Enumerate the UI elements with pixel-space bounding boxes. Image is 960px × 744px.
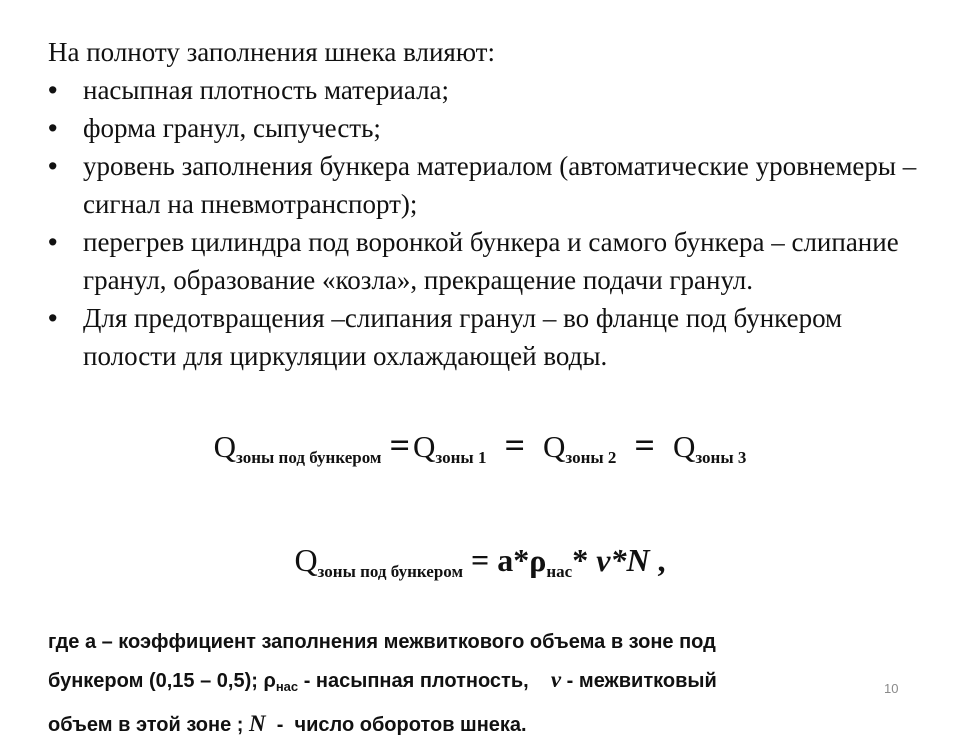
formula-sub-nas: нас: [546, 562, 573, 581]
equation-zones: [0, 424, 960, 468]
formula-v-n: v*N: [596, 542, 650, 578]
bullet-icon: •: [48, 227, 58, 257]
eq-sub-bunker: зоны под бункером: [236, 448, 382, 467]
bullet-icon: •: [48, 113, 58, 143]
legend-rho-sub: нас: [275, 679, 299, 694]
list-item-text: форма гранул, сыпучесть;: [83, 113, 381, 143]
eq-equals-sign: =: [389, 425, 410, 465]
legend-line-3-a: объем в этой зоне ;: [48, 714, 249, 736]
list-item-text: перегрев цилиндра под воронкой бункера и самого бункера – слипание гранул, образование «козла», прекращение подачи гранул.: [83, 227, 899, 295]
eq-q-symbol: Q: [213, 429, 236, 464]
eq-sub-zone-3: зоны 3: [695, 448, 747, 467]
legend-line-1: где a – коэффициент заполнения межвиткового объема в зоне под: [48, 631, 716, 653]
legend-n-symbol: N: [248, 711, 266, 736]
formula-comma: ,: [657, 542, 666, 578]
legend-line-2-c: - межвитковый: [561, 670, 717, 692]
legend-v-symbol: v: [550, 667, 562, 692]
eq-equals-sign: =: [634, 425, 655, 465]
eq-sub-zone-1: зоны 1: [435, 448, 487, 467]
eq-sub-zone-2: зоны 2: [565, 448, 617, 467]
bullet-list: [48, 71, 928, 375]
formula-star: *: [572, 542, 589, 578]
bullet-icon: •: [48, 303, 58, 333]
eq-q-symbol: Q: [542, 429, 566, 464]
list-item: [48, 299, 928, 375]
equation-formula: [0, 542, 960, 582]
formula-legend: [48, 624, 888, 744]
formula-equals-sign: =: [471, 542, 490, 578]
list-item-text: насыпная плотность материала;: [83, 75, 450, 105]
list-item-text: Для предотвращения –слипания гранул – во фланце под бункером полости для циркуляции охлаждающей воды.: [83, 303, 843, 371]
list-item: [48, 223, 928, 299]
bullet-icon: •: [48, 151, 58, 181]
legend-line-2: [48, 661, 888, 705]
formula-a-rho: a*ρ: [497, 542, 547, 578]
legend-line-2-a: бункером (0,15 – 0,5); ρ: [48, 670, 276, 692]
list-item: [48, 109, 928, 147]
eq-q-symbol: Q: [413, 429, 436, 464]
page-number: 10: [884, 681, 899, 696]
formula-q-symbol: Q: [294, 542, 318, 578]
formula-sub-bunker: зоны под бункером: [317, 562, 464, 581]
eq-q-symbol: Q: [672, 429, 696, 464]
legend-line-3: [48, 705, 888, 744]
list-item-text: уровень заполнения бункера материалом (автоматические уровнемеры – сигнал на пневмотранспорт);: [83, 151, 917, 219]
legend-line-3-b: - число оборотов шнека.: [265, 714, 527, 736]
bullet-icon: •: [48, 75, 58, 105]
intro-heading: На полноту заполнения шнека влияют:: [48, 37, 495, 67]
list-item: [48, 71, 928, 109]
legend-line-2-b: - насыпная плотность,: [298, 670, 551, 692]
eq-equals-sign: =: [504, 425, 525, 465]
list-item: [48, 147, 928, 223]
